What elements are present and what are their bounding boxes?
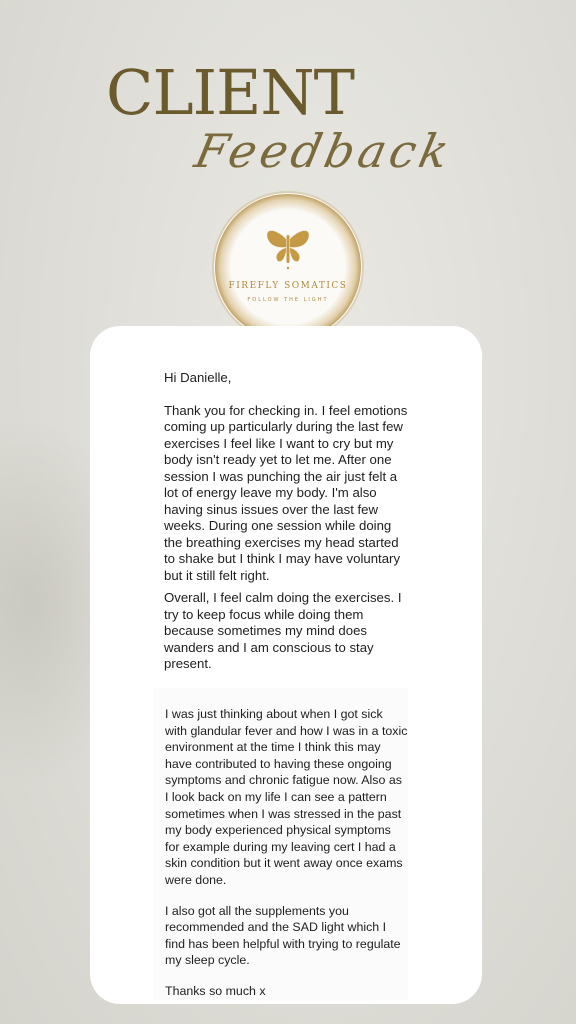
logo-name: FIREFLY SOMATICS [228,281,348,291]
butterfly-icon [214,193,362,341]
page-title: CLIENT [106,56,354,129]
message-paragraph: I was just thinking about when I got sick with glandular fever and how I was in a toxic environment at the time I think this may have contributed to having these ongoing symptoms and chronic fatigue now. Also as I look back on my life I can see a pattern sometimes when I was stressed in the past my body experienced physical symptoms for example during my leaving cert I had a skin condition but it went away once exams were done. [165,707,408,887]
logo-tagline: FOLLOW THE LIGHT [247,297,329,303]
message-paragraph: I also got all the supplements you recommended and the SAD light which I find has been helpful with trying to regulate my sleep cycle. [165,903,401,968]
page-subtitle: Feedback [190,124,458,178]
brand-logo [214,193,362,341]
message-greeting: Hi Danielle, [164,370,232,385]
message-paragraph: Overall, I feel calm doing the exercises. I try to keep focus while doing them because sometimes my mind does wanders and I am conscious to stay present. [164,590,402,671]
message-signoff: Thanks so much x [165,983,266,998]
message-paragraph: Thank you for checking in. I feel emotions coming up particularly during the last few exercises I feel like I want to cry but my body isn't ready yet to let me. After one session I was punching the air just felt a lot of energy leave my body. I'm also having sinus issues over the last few weeks. During one session while doing the breathing exercises my head started to shake but I think I may have voluntary but it still felt right. [164,402,408,583]
message-screenshot-1 [153,360,408,688]
message-screenshot-2 [153,688,408,1000]
